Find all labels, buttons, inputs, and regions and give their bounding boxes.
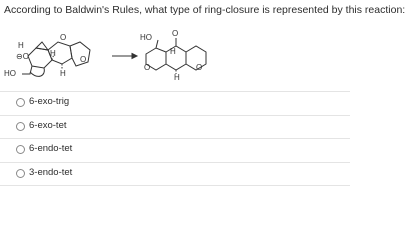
product-hydroxyl: HO xyxy=(140,33,152,42)
product-h-top: H xyxy=(170,47,176,56)
option-label: 6-exo-tet xyxy=(29,119,67,131)
option-6-exo-tet[interactable] xyxy=(0,115,350,139)
reactant-h-ring: H xyxy=(50,49,56,58)
reactant-o-top: O xyxy=(60,33,67,42)
reactant-h-top: H xyxy=(18,41,24,50)
radio-button[interactable] xyxy=(16,169,25,178)
option-label: 6-endo-tet xyxy=(29,143,73,154)
product-h-bottom: H xyxy=(174,73,180,82)
option-label: 6-exo-trig xyxy=(29,96,70,107)
radio-button[interactable] xyxy=(16,98,25,107)
question-text: According to Baldwin's Rules, what type of ring-closure is represented by this reaction: xyxy=(4,4,405,16)
option-3-endo-tet[interactable] xyxy=(0,162,350,187)
reactant-o-right: O xyxy=(80,55,87,64)
product-o-right: O xyxy=(196,63,203,72)
product-o-top: O xyxy=(172,29,179,38)
product-o-left: O xyxy=(144,63,151,72)
radio-button[interactable] xyxy=(16,145,25,154)
reactant-h-bottom: H xyxy=(60,69,66,78)
reaction-arrow xyxy=(112,54,137,59)
radio-button[interactable] xyxy=(16,122,25,131)
reactant-oxide: ⊖O xyxy=(16,52,29,61)
option-6-endo-tet[interactable] xyxy=(0,138,350,162)
option-6-exo-trig[interactable] xyxy=(0,91,350,115)
reaction-scheme xyxy=(0,18,350,88)
reactant-hydroxyl: HO xyxy=(4,69,16,78)
answer-options xyxy=(0,91,350,186)
option-label: 3-endo-tet xyxy=(29,166,73,178)
